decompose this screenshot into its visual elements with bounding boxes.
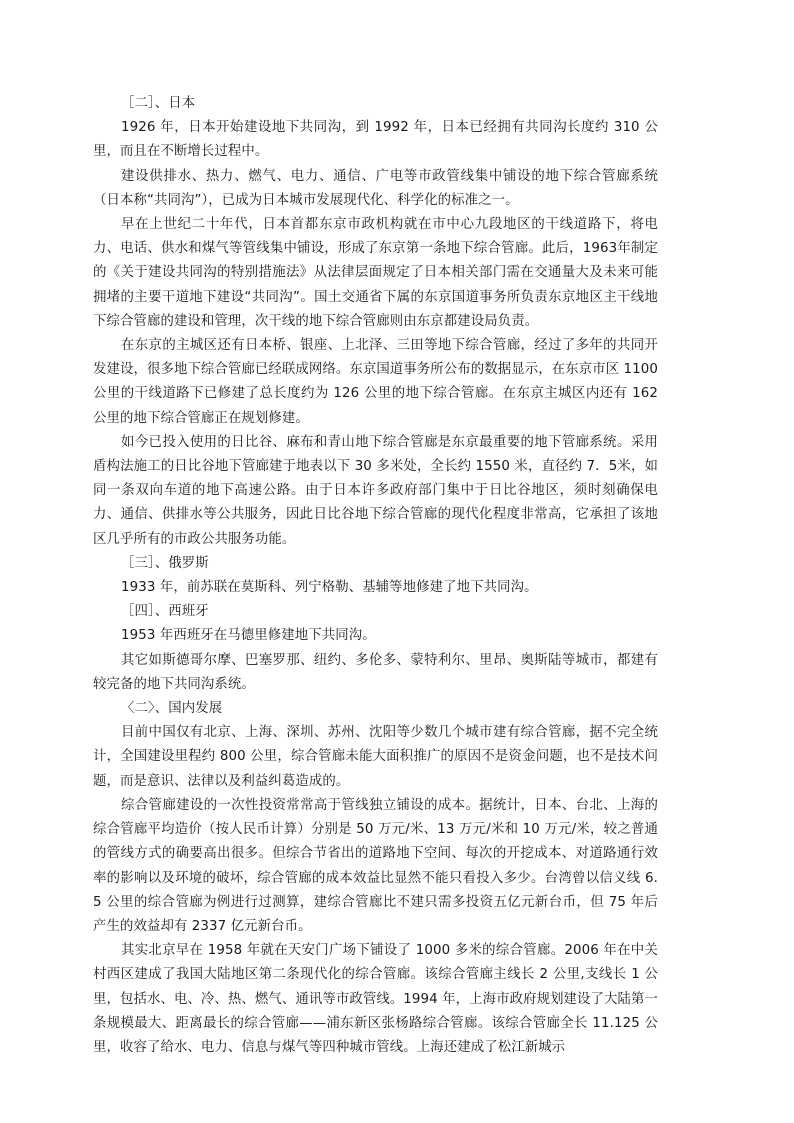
paragraph: 其实北京早在 1958 年就在天安门广场下铺设了 1000 多米的综合管廊。2006 年在中关村西区建成了我国大陆地区第二条现代化的综合管廊。该综合管廊主线长 2 公里,支线长 1 公里，包括水、电、冷、热、燃气、通讯等市政管线。1994 年，上海市政府规划建设了大陆第一条规模最大、距离最长的综合管廊——浦东新区张杨路综合管廊。该综合管廊全长 11.125 公里，收容了给水、电力、信息与煤气等四种城市管线。上海还建成了松江新城示 bbox=[93, 943, 658, 1055]
paragraph: 早在上世纪二十年代，日本首都东京市政机构就在市中心九段地区的干线道路下，将电力、电话、供水和煤气等管线集中铺设，形成了东京第一条地下综合管廊。此后，1963年制定的《关于建设共同沟的特别措施法》从法律层面规定了日本相关部门需在交通量大及未来可能拥堵的主要干道地下建设“共同沟”。国土交通省下属的东京国道事务所负责东京地区主干线地下综合管廊的建设和管理，次干线的地下综合管廊则由东京都建设局负责。 bbox=[93, 217, 658, 329]
paragraph: 建设供排水、热力、燃气、电力、通信、广电等市政管线集中铺设的地下综合管廊系统（日本称“共同沟”），已成为日本城市发展现代化、科学化的标准之一。 bbox=[93, 168, 658, 208]
section-heading-spain: ［四］、西班牙 bbox=[121, 604, 209, 620]
document-body bbox=[93, 92, 658, 1060]
section-heading-japan: ［二］、日本 bbox=[121, 96, 196, 111]
paragraph: 1926 年，日本开始建设地下共同沟，到 1992 年，日本已经拥有共同沟长度约 310 公里，而且在不断增长过程中。 bbox=[93, 120, 658, 160]
paragraph: 在东京的主城区还有日本桥、银座、上北泽、三田等地下综合管廊，经过了多年的共同开发建设，很多地下综合管廊已经联成网络。东京国道事务所公布的数据显示，在东京市区 1100 公里的干线道路下已修建了总长度约为 126 公里的地下综合管廊。在东京主城区内还有 162 公里的地下综合管廊正在规划修建。 bbox=[93, 338, 658, 426]
paragraph: 1953 年西班牙在马德里修建地下共同沟。 bbox=[121, 628, 376, 644]
paragraph: 1933 年，前苏联在莫斯科、列宁格勒、基辅等地修建了地下共同沟。 bbox=[121, 580, 538, 596]
section-heading-domestic: 〈二〉、国内发展 bbox=[121, 701, 223, 717]
paragraph: 如今已投入使用的日比谷、麻布和青山地下综合管廊是东京最重要的地下管廊系统。采用盾构法施工的日比谷地下管廊建于地表以下 30 多米处，全长约 1550 米，直径约 7．5米，如同一条双向车道的地下高速公路。由于日本许多政府部门集中于日比谷地区，须时刻确保电力、通信、供排水等公共服务，因此日比谷地下综合管廊的现代化程度非常高，它承担了该地区几乎所有的市政公共服务功能。 bbox=[93, 434, 658, 547]
paragraph: 目前中国仅有北京、上海、深圳、苏州、沈阳等少数几个城市建有综合管廊，据不完全统计，全国建设里程约 800 公里，综合管廊未能大面积推广的原因不是资金问题，也不是技术问题，而是意识、法律以及利益纠葛造成的。 bbox=[93, 725, 658, 789]
paragraph: 其它如斯德哥尔摩、巴塞罗那、纽约、多伦多、蒙特利尔、里昂、奥斯陆等城市，都建有较完备的地下共同沟系统。 bbox=[93, 652, 658, 692]
paragraph: 综合管廊建设的一次性投资常常高于管线独立铺设的成本。据统计，日本、台北、上海的综合管廊平均造价（按人民币计算）分别是 50 万元/米、13 万元/米和 10 万元/米，较之普通的管线方式的确要高出很多。但综合节省出的道路地下空间、每次的开挖成本、对道路通行效率的影响以及环境的破坏，综合管廊的成本效益比显然不能只看投入多少。台湾曾以信义线 6.5 公里的综合管廊为例进行过测算，建综合管廊比不建只需多投资五亿元新台币，但 75 年后产生的效益却有 2337 亿元新台币。 bbox=[93, 797, 658, 934]
section-heading-russia: ［三］、俄罗斯 bbox=[121, 555, 209, 571]
